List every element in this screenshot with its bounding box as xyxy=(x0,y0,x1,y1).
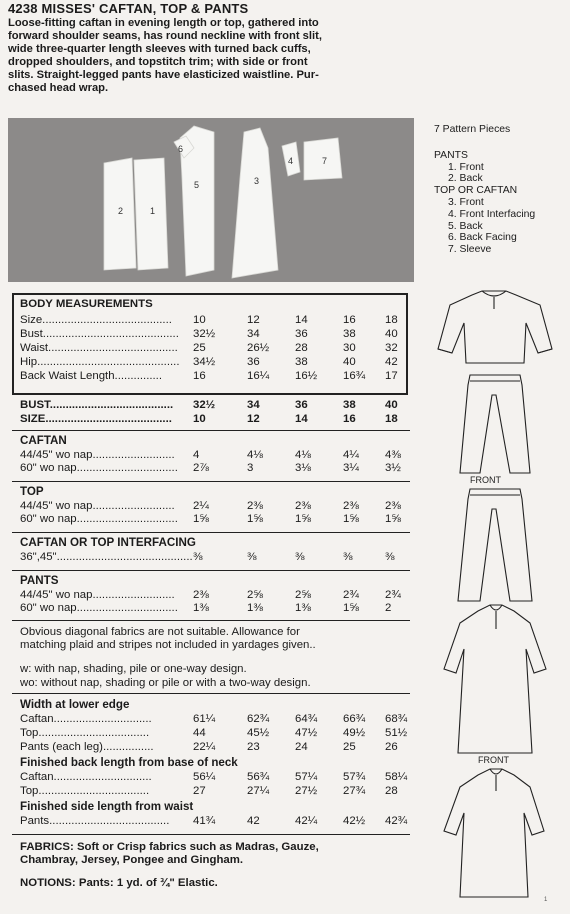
row-value: 1⅝ xyxy=(295,513,311,525)
row-label: Pants...................................... xyxy=(20,815,170,827)
pattern-pieces-photo xyxy=(8,118,414,282)
row-label: Size......................................... xyxy=(20,314,172,326)
note-line: Obvious diagonal fabrics are not suitable. Allowance for xyxy=(20,626,300,638)
row-value: 40 xyxy=(343,356,356,368)
pants-drawing xyxy=(460,375,530,473)
divider xyxy=(12,532,410,533)
piece-item: 6. Back Facing xyxy=(448,232,517,244)
divider xyxy=(12,693,410,694)
piece-number: 7 xyxy=(322,156,328,166)
row-value: 49½ xyxy=(343,727,366,739)
row-value: 2⅝ xyxy=(247,589,263,601)
row-value: 28 xyxy=(295,342,308,354)
front-label-2: FRONT xyxy=(478,755,509,765)
row-value: 2¾ xyxy=(343,589,359,601)
row-value: 24 xyxy=(295,741,308,753)
row-value: 36 xyxy=(295,399,308,411)
row-value: 16¼ xyxy=(247,370,270,382)
row-value: 38 xyxy=(343,399,356,411)
row-value: 40 xyxy=(385,328,398,340)
piece-item: 2. Back xyxy=(448,173,483,185)
diagonal-note xyxy=(20,626,412,652)
row-value: 42¼ xyxy=(295,815,318,827)
row-label: Back Waist Length............... xyxy=(20,370,163,382)
row-label: 60" wo nap................................ xyxy=(20,602,178,614)
row-value: 42 xyxy=(247,815,260,827)
row-value: 3 xyxy=(247,462,254,474)
row-label: 44/45" wo nap.......................... xyxy=(20,449,175,461)
row-value: 62¾ xyxy=(247,713,270,725)
row-value: 2⅜ xyxy=(343,500,359,512)
row-value: 16 xyxy=(343,314,356,326)
row-value: 17 xyxy=(385,370,398,382)
row-value: 16 xyxy=(343,413,356,425)
piece-item: 5. Back xyxy=(448,220,483,232)
yardage-section-title: TOP xyxy=(20,485,44,498)
body-measurements-title: BODY MEASUREMENTS xyxy=(20,298,153,310)
row-value: 27¾ xyxy=(343,785,366,797)
row-value: 38 xyxy=(343,328,356,340)
row-value: 22¼ xyxy=(193,741,216,753)
piece-number: 2 xyxy=(118,206,124,216)
row-value: 36 xyxy=(295,328,308,340)
row-value: 1⅜ xyxy=(247,602,263,614)
finished-section-title: Width at lower edge xyxy=(20,698,130,711)
row-value: 2⅞ xyxy=(193,462,209,474)
finished-section-title: Finished back length from base of neck xyxy=(20,756,238,769)
row-value: 41¾ xyxy=(193,815,216,827)
description-line: dropped shoulders, and topstitch trim; with side or front xyxy=(8,56,308,68)
pattern-pieces-title: 7 Pattern Pieces xyxy=(434,124,511,135)
row-value: ⅜ xyxy=(193,551,203,563)
pattern-title: 4238 MISSES' CAFTAN, TOP & PANTS xyxy=(8,1,249,16)
row-value: ⅜ xyxy=(385,551,395,563)
technical-drawings xyxy=(430,283,558,903)
row-value: 25 xyxy=(343,741,356,753)
caftan-front-drawing xyxy=(444,769,544,897)
row-value: 34 xyxy=(247,399,260,411)
row-value: 1⅝ xyxy=(247,513,263,525)
divider xyxy=(12,570,410,571)
divider xyxy=(12,481,410,482)
row-value: 16½ xyxy=(295,370,318,382)
finished-section-title: Finished side length from waist xyxy=(20,800,194,813)
row-value: 1⅝ xyxy=(385,513,401,525)
yardage-section-title: CAFTAN xyxy=(20,434,67,447)
piece-number: 5 xyxy=(194,180,200,190)
row-value: 2⅜ xyxy=(193,589,209,601)
row-label: 44/45" wo nap.......................... xyxy=(20,589,175,601)
piece-number: 4 xyxy=(288,156,294,166)
row-value: 32½ xyxy=(193,399,216,411)
row-value: 3½ xyxy=(385,462,401,474)
row-value: 10 xyxy=(193,413,206,425)
row-value: 27½ xyxy=(295,785,318,797)
row-value: 36 xyxy=(247,356,260,368)
row-value: 26½ xyxy=(247,342,270,354)
description-line: forward shoulder seams, has round neckline with front slit, xyxy=(8,30,322,42)
piece-item: 3. Front xyxy=(448,196,484,208)
row-label: Pants (each leg)................ xyxy=(20,741,154,753)
fabrics-note xyxy=(20,841,412,867)
row-value: 4 xyxy=(193,449,200,461)
row-value: 2⅜ xyxy=(247,500,263,512)
piece-item: 7. Sleeve xyxy=(448,244,492,256)
row-value: 4⅛ xyxy=(247,449,263,461)
row-value: ⅜ xyxy=(343,551,353,563)
fabrics-line: FABRICS: Soft or Crisp fabrics such as Madras, Gauze, xyxy=(20,841,319,853)
front-label-1: FRONT xyxy=(470,475,501,485)
row-value: 14 xyxy=(295,413,308,425)
row-value: 27 xyxy=(193,785,206,797)
row-label: 44/45" wo nap.......................... xyxy=(20,500,175,512)
row-value: 2⅝ xyxy=(295,589,311,601)
row-value: 18 xyxy=(385,314,398,326)
row-label: SIZE........................................ xyxy=(20,413,172,425)
row-label: Top................................... xyxy=(20,727,150,739)
row-value: 4⅜ xyxy=(385,449,401,461)
row-label: 60" wo nap................................ xyxy=(20,462,178,474)
row-value: 32½ xyxy=(193,328,216,340)
piece-number: 1 xyxy=(150,206,156,216)
row-value: 51½ xyxy=(385,727,408,739)
row-value: 2 xyxy=(385,602,392,614)
description-line: slits. Straight-legged pants have elasticized waistline. Pur- xyxy=(8,69,319,81)
pattern-description xyxy=(8,17,418,95)
row-value: 30 xyxy=(343,342,356,354)
row-value: 56¼ xyxy=(193,771,216,783)
row-value: 14 xyxy=(295,314,308,326)
divider xyxy=(12,834,410,835)
group-pants: PANTS xyxy=(434,149,468,161)
row-value: 10 xyxy=(193,314,206,326)
row-value: 16 xyxy=(193,370,206,382)
row-value: 61¼ xyxy=(193,713,216,725)
divider xyxy=(12,430,410,431)
row-label: Top................................... xyxy=(20,785,150,797)
row-value: 45½ xyxy=(247,727,270,739)
row-label: Caftan............................... xyxy=(20,771,152,783)
row-value: 26 xyxy=(385,741,398,753)
nap-note-w: w: with nap, shading, pile or one-way design. xyxy=(20,663,247,675)
row-value: 42 xyxy=(385,356,398,368)
nap-note-wo: wo: without nap, shading or pile or with a two-way design. xyxy=(20,677,311,689)
row-value: 57¼ xyxy=(295,771,318,783)
row-value: 44 xyxy=(193,727,206,739)
divider xyxy=(12,620,410,621)
piece-item: 4. Front Interfacing xyxy=(448,208,536,220)
row-value: 3¼ xyxy=(343,462,359,474)
yardage-section-title: PANTS xyxy=(20,574,59,587)
row-value: 64¾ xyxy=(295,713,318,725)
row-value: 2¼ xyxy=(193,500,209,512)
row-value: 1⅝ xyxy=(343,602,359,614)
pattern-piece-shape xyxy=(232,128,278,278)
row-value: ⅜ xyxy=(295,551,305,563)
row-value: 42¾ xyxy=(385,815,408,827)
description-line: wide three-quarter length sleeves with turned back cuffs, xyxy=(8,43,311,55)
row-value: 57¾ xyxy=(343,771,366,783)
row-value: 3⅛ xyxy=(295,462,311,474)
row-label: 36",45"........................................... xyxy=(20,551,193,563)
row-value: 4⅛ xyxy=(295,449,311,461)
piece-item: 1. Front xyxy=(448,161,484,173)
description-line: Loose-fitting caftan in evening length or top, gathered into xyxy=(8,17,319,29)
top-drawing xyxy=(438,291,552,363)
row-value: 25 xyxy=(193,342,206,354)
row-label: Bust........................................... xyxy=(20,328,179,340)
row-value: ⅜ xyxy=(247,551,257,563)
piece-number: 6 xyxy=(178,144,184,154)
row-value: 40 xyxy=(385,399,398,411)
row-label: Waist......................................... xyxy=(20,342,178,354)
row-label: Caftan............................... xyxy=(20,713,152,725)
row-value: 47½ xyxy=(295,727,318,739)
row-value: 12 xyxy=(247,314,260,326)
fabrics-line: Chambray, Jersey, Pongee and Gingham. xyxy=(20,854,244,866)
pants-back-drawing xyxy=(458,489,532,601)
row-value: 2¾ xyxy=(385,589,401,601)
row-value: 34 xyxy=(247,328,260,340)
row-value: 2⅜ xyxy=(295,500,311,512)
row-label: Hip............................................. xyxy=(20,356,180,368)
row-label: BUST....................................... xyxy=(20,399,174,411)
description-line: chased head wrap. xyxy=(8,82,109,94)
row-value: 23 xyxy=(247,741,260,753)
caftan-drawing xyxy=(444,605,546,753)
row-value: 58¼ xyxy=(385,771,408,783)
pattern-pieces-list xyxy=(434,124,535,256)
note-line: matching plaid and stripes not included in yardages given.. xyxy=(20,639,316,651)
row-value: 18 xyxy=(385,413,398,425)
group-top-or-caftan: TOP OR CAFTAN xyxy=(434,185,518,197)
row-value: 1⅝ xyxy=(343,513,359,525)
yardage-section-title: CAFTAN OR TOP INTERFACING xyxy=(20,536,196,549)
row-value: 1⅜ xyxy=(193,602,209,614)
row-value: 32 xyxy=(385,342,398,354)
row-value: 56¾ xyxy=(247,771,270,783)
row-value: 2⅜ xyxy=(385,500,401,512)
row-value: 27¼ xyxy=(247,785,270,797)
stray-mark: 1 xyxy=(544,897,548,903)
piece-number: 3 xyxy=(254,176,260,186)
notions-note: NOTIONS: Pants: 1 yd. of ¾" Elastic. xyxy=(20,877,218,889)
row-value: 66¾ xyxy=(343,713,366,725)
row-value: 28 xyxy=(385,785,398,797)
row-value: 1⅝ xyxy=(193,513,209,525)
row-value: 38 xyxy=(295,356,308,368)
row-label: 60" wo nap................................ xyxy=(20,513,178,525)
row-value: 34½ xyxy=(193,356,216,368)
row-value: 68¾ xyxy=(385,713,408,725)
row-value: 16¾ xyxy=(343,370,366,382)
row-value: 1⅜ xyxy=(295,602,311,614)
row-value: 42½ xyxy=(343,815,366,827)
row-value: 4¼ xyxy=(343,449,359,461)
row-value: 12 xyxy=(247,413,260,425)
